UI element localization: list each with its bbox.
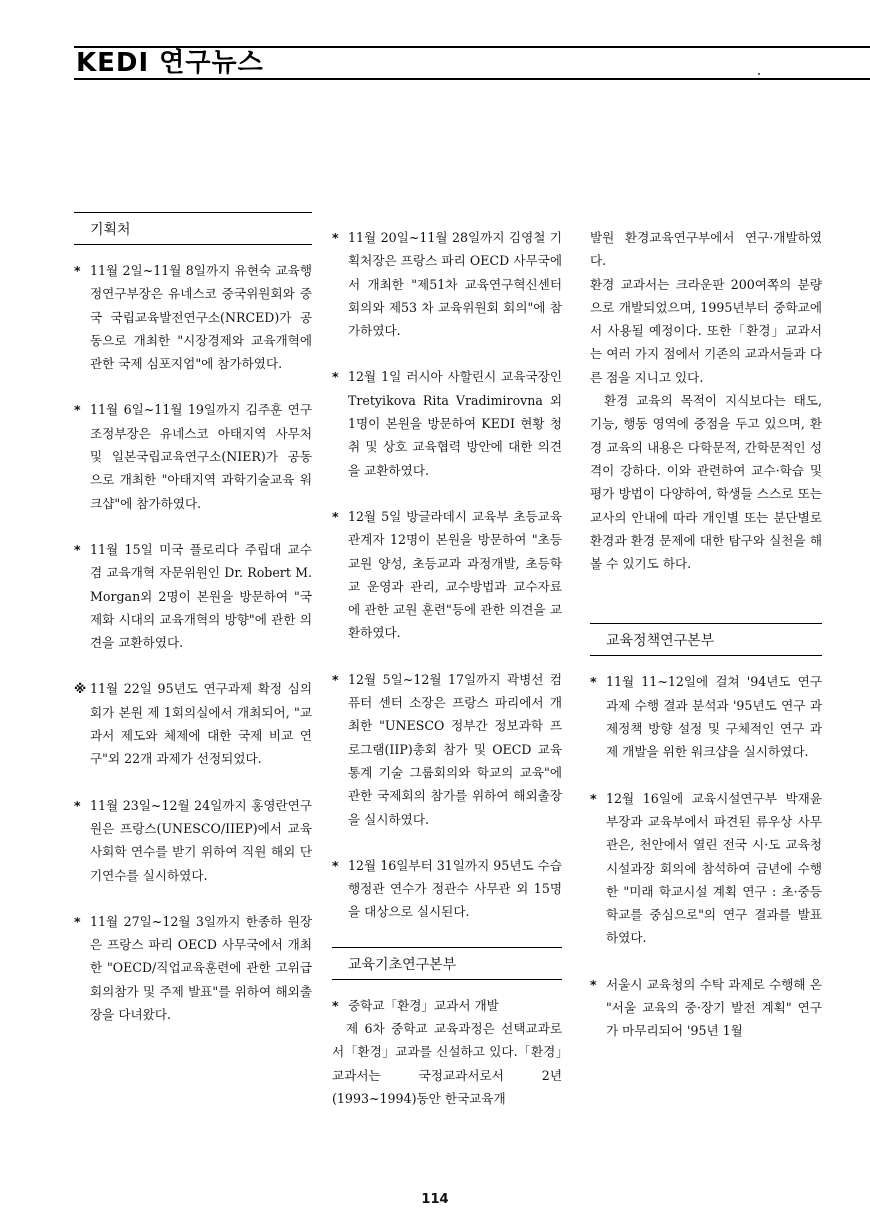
section-heading-policy bbox=[590, 623, 822, 656]
section-heading-label: 교육기초연구본부 bbox=[348, 956, 457, 973]
item-bullet: * bbox=[74, 541, 81, 557]
item-bullet: * bbox=[332, 671, 339, 687]
item-text: 11월 20일~11월 28일까지 김영철 기획처장은 프랑스 파리 OECD 사무국에서 개최한 "제51차 교육연구혁신센터회의와 제53 차 교육위원회 회의"에 참가하였다. bbox=[348, 230, 562, 339]
section-heading-label: 기획처 bbox=[90, 222, 131, 238]
item-text: 12월 5일~12월 17일까지 곽병선 컴퓨터 센터 소장은 프랑스 파리에서 개최한 "UNESCO 정부간 정보과학 프로그램(IIP)총회 참가 및 OECD 교육통계 기술 그룹회의와 학교의 교육"에 관한 국제회의 참가를 위하여 해외출장을 실시하였다. bbox=[348, 671, 562, 827]
item-bullet: * bbox=[332, 997, 339, 1013]
news-item bbox=[590, 787, 822, 950]
item-text: 11월 27일~12월 3일까지 한종하 원장은 프랑스 파리 OECD 사무국에서 개최한 "OECD/직업교육훈련에 관한 고위급 회의참가 및 주제 발표"를 위하여 해외출장을 다녀왔다. bbox=[90, 913, 312, 1023]
body-paragraph: 제 6차 중학교 교육과정은 선택교과로서「환경」교과를 신설하고 있다.「환경」교과서는 국정교과서로서 2년(1993~1994)동안 한국교육개 bbox=[332, 1021, 562, 1106]
section-heading-planning bbox=[74, 212, 312, 245]
news-item bbox=[332, 994, 562, 1017]
body-paragraph: 환경 교과서는 크라운판 200여쪽의 분량으로 개발되었으며, 1995년부터 중학교에서 사용될 예정이다. 또한「환경」교과서는 여러 가지 점에서 기존의 교과서들과 다른 점을 지니고 있다. bbox=[590, 276, 822, 385]
item-text: 11월 2일~11월 8일까지 유현숙 교육행정연구부장은 유네스코 중국위원회와 중국 국립교육발전연구소(NRCED)가 공동으로 개최한 "시장경제와 교육개혁에 관한 국제 심포지엄"에 참가하였다. bbox=[90, 263, 312, 372]
print-speck bbox=[758, 73, 760, 75]
item-text: 11월 22일 95년도 연구과제 확정 심의회가 본원 제 1회의실에서 개최되어, "교과서 제도와 체제에 대한 국제 비교 연구"외 22개 과제가 선정되었다. bbox=[90, 681, 312, 767]
page-number: 114 bbox=[421, 1192, 449, 1207]
item-text: 11월 6일~11월 19일까지 김주훈 연구조정부장은 유네스코 아태지역 사무처 및 일본국립교육연구소(NIER)가 공동으로 개최한 "아태지역 과학기술교육 워크샵"에 참가하였다. bbox=[90, 402, 312, 511]
body-paragraph: 발원 환경교육연구부에서 연구·개발하였다. bbox=[590, 230, 822, 269]
news-item bbox=[74, 794, 312, 887]
column-1 bbox=[74, 212, 312, 1049]
item-bullet: ※ bbox=[74, 681, 87, 697]
item-bullet: * bbox=[74, 402, 81, 418]
masthead-bottom-rule bbox=[74, 78, 870, 80]
section-heading-label: 교육정책연구본부 bbox=[606, 633, 715, 650]
news-item bbox=[590, 973, 822, 1043]
section-heading-foundations bbox=[332, 947, 562, 980]
item-bullet: * bbox=[332, 857, 339, 873]
item-text: 11월 15일 미국 플로리다 주립대 교수겸 교육개혁 자문위원인 Dr. Robert M. Morgan외 2명이 본원을 방문하여 "국제화 시대의 교육개혁의 방향"에 관한 의견을 교환하였다. bbox=[90, 541, 312, 651]
item-text: 12월 5일 방글라데시 교육부 초등교육관계자 12명이 본원을 방문하여 "초등교원 양성, 초등교과 과정개발, 초등학교 운영과 관리, 교수방법과 교수자료에 관한 교원 훈련"등에 관한 의견을 교환하였다. bbox=[348, 508, 562, 641]
news-item bbox=[74, 910, 312, 1026]
item-text: 12월 1일 러시아 사할린시 교육국장인 Tretyikova Rita Vradimirovna 외 1명이 본원을 방문하여 KEDI 현황 청취 및 상호 교육협력 방안에 대한 의견을 교환하였다. bbox=[348, 369, 562, 478]
item-text: 12월 16일에 교육시설연구부 박재윤 부장과 교육부에서 파견된 류우상 사무관은, 천안에서 열린 전국 시·도 교육청 시설과장 회의에 참석하여 금년에 수행한 "미래 학교시설 계획 연구 : 초·중등학교를 중심으로"의 연구 결과를 발표하였다. bbox=[606, 790, 822, 946]
item-text: 11월 11~12일에 걸쳐 '94년도 연구 과제 수행 결과 분석과 '95년도 연구 과제정책 방향 설정 및 구체적인 연구 과제 개발을 위한 워크샵을 실시하였다. bbox=[606, 674, 822, 760]
masthead bbox=[74, 40, 870, 100]
news-item bbox=[332, 505, 562, 645]
news-item bbox=[74, 538, 312, 654]
news-item bbox=[332, 365, 562, 481]
news-item bbox=[332, 854, 562, 924]
item-text: 서울시 교육청의 수탁 과제로 수행해 온 "서울 교육의 중·장기 발전 계획" 연구가 마무리되어 '95년 1월 bbox=[606, 976, 822, 1039]
news-item bbox=[590, 670, 822, 763]
item-bullet: * bbox=[332, 230, 339, 245]
item-bullet: * bbox=[590, 790, 597, 806]
news-item bbox=[74, 677, 312, 770]
masthead-title: KEDI 연구뉴스 bbox=[76, 48, 264, 78]
news-item bbox=[332, 226, 562, 342]
news-item bbox=[74, 398, 312, 514]
item-text: 중학교「환경」교과서 개발 bbox=[348, 997, 499, 1013]
item-text: 11월 23일~12월 24일까지 홍영란연구원은 프랑스(UNESCO/IIEP)에서 교육사회학 연수를 받기 위하여 직원 해외 단기연수를 실시하였다. bbox=[90, 797, 312, 883]
item-text: 12월 16일부터 31일까지 95년도 수습행정관 연수가 정관수 사무관 외 15명을 대상으로 실시된다. bbox=[348, 857, 562, 920]
item-bullet: * bbox=[74, 913, 81, 929]
item-bullet: * bbox=[590, 976, 597, 992]
column-2 bbox=[332, 226, 562, 1110]
item-bullet: * bbox=[332, 508, 339, 524]
item-bullet: * bbox=[74, 797, 81, 813]
item-bullet: * bbox=[590, 674, 597, 690]
item-bullet: * bbox=[332, 369, 339, 385]
body-paragraph: 환경 교육의 목적이 지식보다는 태도, 기능, 행동 영역에 중점을 두고 있으며, 환경 교육의 내용은 다학문적, 간학문적인 성격이 강하다. 이와 관련하여 교수·학습 및 평가 방법이 다양하여, 학생들 스스로 또는 교사의 안내에 따라 개인별 또는 분단별로 환경과 환경 문제에 대한 탐구와 실천을 해 볼 수 있기도 하다. bbox=[590, 393, 822, 572]
news-item bbox=[74, 259, 312, 375]
item-bullet: * bbox=[74, 263, 81, 278]
column-3 bbox=[590, 226, 822, 1066]
news-item bbox=[332, 668, 562, 831]
